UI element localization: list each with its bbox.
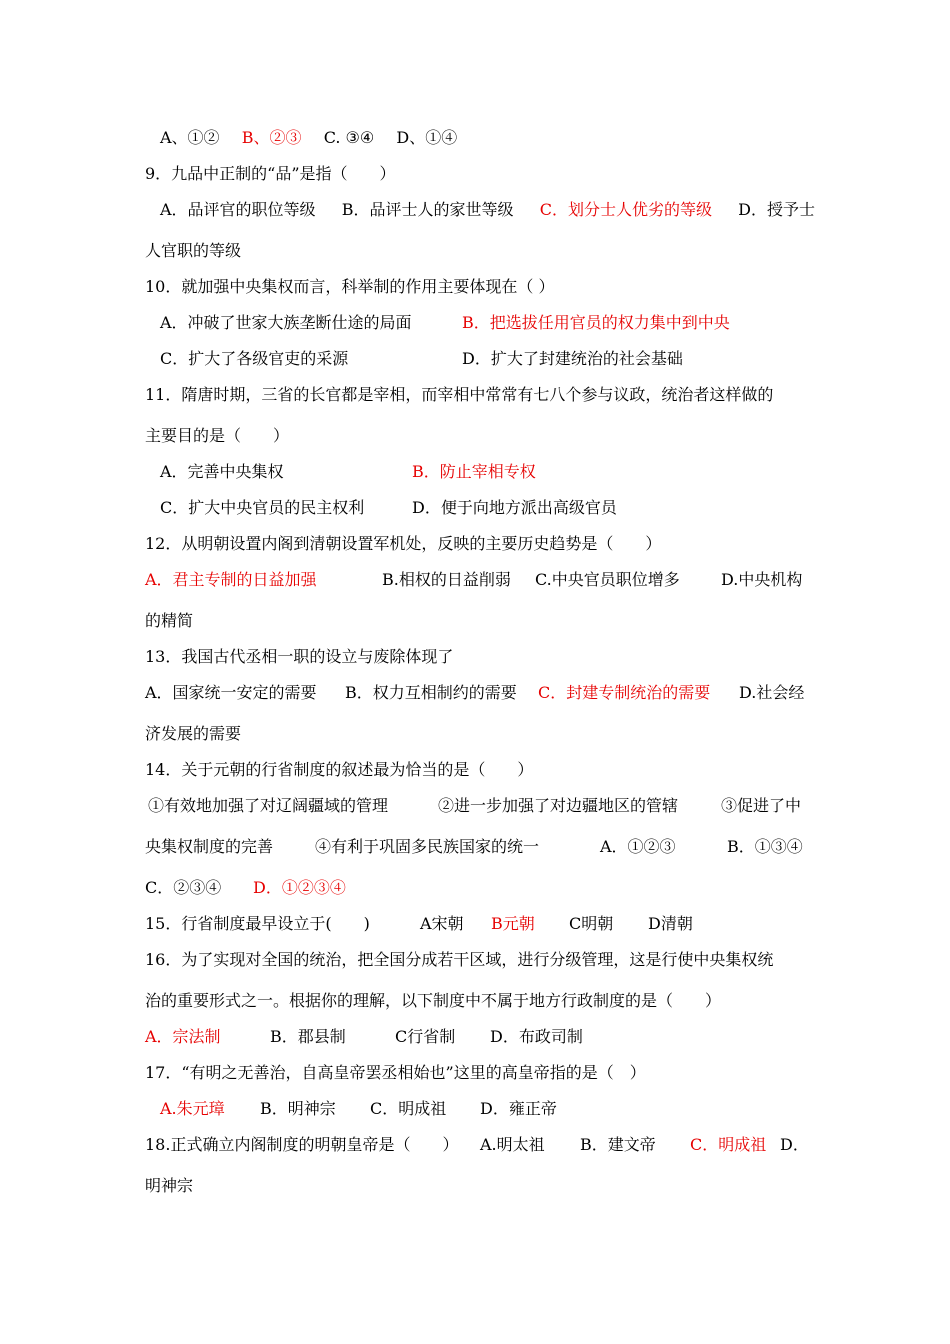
q11-stem-cont: 主要目的是（ ） xyxy=(145,426,290,445)
q16-option-d: D．布政司制 xyxy=(490,1027,583,1046)
q9-option-c-answer: C．划分士人优劣的等级 xyxy=(539,200,712,219)
q16-stem-cont: 治的重要形式之一。根据你的理解，以下制度中不属于地方行政制度的是（ ） xyxy=(145,991,722,1010)
q9-option-b: B．品评士人的家世等级 xyxy=(341,200,514,219)
q18-option-d-cont: 明神宗 xyxy=(145,1176,194,1195)
q11-option-b-answer: B．防止宰相专权 xyxy=(412,462,536,481)
q14-option-b: B．①③④ xyxy=(727,837,803,856)
q14-option-d-answer: D．①②③④ xyxy=(253,878,346,897)
q9-options xyxy=(160,200,815,220)
q17-option-c: C．明成祖 xyxy=(370,1099,447,1118)
q18-stem: 18.正式确立内阁制度的明朝皇帝是（ ） xyxy=(145,1135,459,1154)
q12-option-d-cont: 的精简 xyxy=(145,611,194,630)
q10-option-d: D．扩大了封建统治的社会基础 xyxy=(462,349,683,368)
q14-statement-3: ③促进了中 xyxy=(721,796,802,815)
q14-statement-2: ②进一步加强了对边疆地区的管辖 xyxy=(438,796,679,815)
q13-option-a: A．国家统一安定的需要 xyxy=(145,683,317,702)
q15-option-d: D清朝 xyxy=(648,914,693,933)
q13-option-d-cont: 济发展的需要 xyxy=(145,724,242,743)
q15-stem: 15．行省制度最早设立于( ) xyxy=(145,914,370,933)
q12-stem: 12．从明朝设置内阁到清朝设置军机处，反映的主要历史趋势是（ ） xyxy=(145,534,662,553)
q16-stem: 16．为了实现对全国的统治，把全国分成若干区域，进行分级管理，这是行使中央集权统 xyxy=(145,950,774,969)
q10-option-a: A．冲破了世家大族垄断仕途的局面 xyxy=(160,313,412,332)
q11-stem: 11．隋唐时期，三省的长官都是宰相，而宰相中常常有七八个参与议政，统治者这样做的 xyxy=(145,385,774,404)
q18-option-a: A.明太祖 xyxy=(480,1135,545,1154)
q16-option-a-answer: A．宗法制 xyxy=(145,1027,221,1046)
q14-statement-3-cont: 央集权制度的完善 xyxy=(145,837,274,856)
q14-statement-1: ①有效地加强了对辽阔疆域的管理 xyxy=(148,796,389,815)
q13-option-c-answer: C．封建专制统治的需要 xyxy=(538,683,711,702)
q15-option-a: A宋朝 xyxy=(420,914,464,933)
q14-option-a: A．①②③ xyxy=(600,837,676,856)
q11-option-d: D．便于向地方派出高级官员 xyxy=(412,498,617,517)
q14-stem: 14．关于元朝的行省制度的叙述最为恰当的是（ ） xyxy=(145,760,534,779)
q9-option-a: A．品评官的职位等级 xyxy=(160,200,316,219)
q9-option-d: D．授予士 xyxy=(738,200,815,219)
q14-statement-4: ④有利于巩固多民族国家的统一 xyxy=(315,837,540,856)
q8-options xyxy=(160,128,457,148)
q11-option-c: C．扩大中央官员的民主权利 xyxy=(160,498,365,517)
q13-option-d: D.社会经 xyxy=(739,683,805,702)
q11-option-a: A．完善中央集权 xyxy=(160,462,284,481)
q15-option-c: C明朝 xyxy=(569,914,614,933)
q16-option-b: B．郡县制 xyxy=(270,1027,346,1046)
q8-option-d: D、①④ xyxy=(396,128,458,147)
q16-option-c: C行省制 xyxy=(395,1027,456,1046)
q10-stem: 10．就加强中央集权而言，科举制的作用主要体现在（ ） xyxy=(145,277,555,296)
q14-option-c: C．②③④ xyxy=(145,878,222,897)
q8-option-a: A、①② xyxy=(160,128,220,147)
q8-option-c: C. ③④ xyxy=(323,128,375,147)
q17-option-d: D．雍正帝 xyxy=(480,1099,557,1118)
q12-option-c: C.中央官员职位增多 xyxy=(535,570,680,589)
q9-option-d-cont: 人官职的等级 xyxy=(145,241,242,260)
q17-option-b: B．明神宗 xyxy=(260,1099,336,1118)
q10-option-c: C．扩大了各级官吏的采源 xyxy=(160,349,349,368)
q17-stem: 17．“有明之无善治，自高皇帝罢丞相始也”这里的高皇帝指的是（ ） xyxy=(145,1063,646,1082)
q17-option-a-answer: A.朱元璋 xyxy=(160,1099,225,1118)
q12-option-d: D.中央机构 xyxy=(721,570,803,589)
q15-option-b-answer: B元朝 xyxy=(491,914,535,933)
q13-stem: 13．我国古代丞相一职的设立与废除体现了 xyxy=(145,647,454,666)
q10-option-b-answer: B．把选拔任用官员的权力集中到中央 xyxy=(462,313,730,332)
q18-option-c-answer: C．明成祖 xyxy=(690,1135,767,1154)
q18-option-d: D． xyxy=(780,1135,809,1154)
q12-option-a-answer: A．君主专制的日益加强 xyxy=(145,570,317,589)
q18-option-b: B．建文帝 xyxy=(580,1135,656,1154)
q8-option-b-answer: B、②③ xyxy=(241,128,302,147)
q13-option-b: B．权力互相制约的需要 xyxy=(345,683,517,702)
q12-option-b: B.相权的日益削弱 xyxy=(382,570,511,589)
q9-stem: 9．九品中正制的“品”是指（ ） xyxy=(145,164,396,183)
